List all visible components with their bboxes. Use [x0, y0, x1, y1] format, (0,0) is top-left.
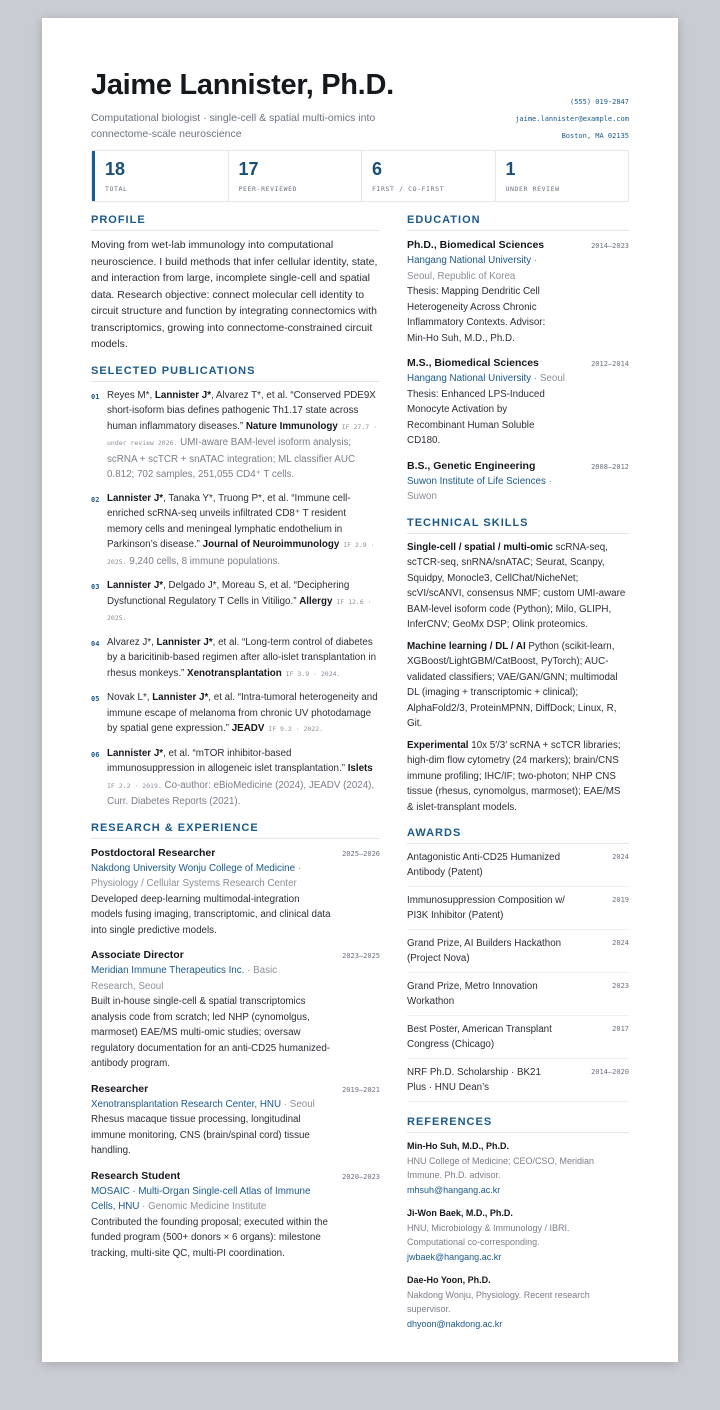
authors-before: Reyes M*, — [107, 389, 155, 401]
publication-citation — [107, 388, 380, 483]
experience-item — [91, 1081, 380, 1159]
reference-item — [407, 1273, 629, 1331]
award-name: Best Poster, American Transplant Congress (Chicago) — [407, 1024, 552, 1050]
citation-title: , Alvarez T*, et al. “Conserved PDE9X short-isoform bias defines pathogenic Th1.17 state across human inflammatory diseases.” — [107, 389, 376, 432]
section-title-skills: TECHNICAL SKILLS — [407, 517, 629, 534]
impact-factor: IF 3.9 · 2024. — [281, 669, 341, 678]
right-column — [407, 214, 629, 1340]
reference-email[interactable]: mhsuh@hangang.ac.kr — [407, 1184, 501, 1195]
publication-number: 05 — [91, 695, 100, 703]
skill-text: scRNA-seq, scTCR-seq, snRNA/snATAC; Seurat, Scanpy, Squidpy, Monocle3, CellChat/NicheNet; scVI/scANVI, consensus NMF; custom UMI-aware BAM-level isoform code (Python); Milo, GLIPH, InferCNV; GeoMx DSP; Olink proteomics. — [407, 541, 626, 630]
awards-list — [407, 850, 629, 1102]
job-description: Contributed the founding proposal; executed within the funded program (500+ donors × 6 organs): milestone tracking, multi-site QC, multi-PI coordination. — [91, 1216, 328, 1259]
job-title: Postdoctoral Researcher — [91, 846, 216, 859]
journal-name: Nature Immunology — [245, 420, 338, 432]
stat-under-review — [495, 151, 629, 201]
school-location: Seoul, Republic of Korea — [407, 270, 516, 282]
education-list — [407, 237, 629, 505]
section-title-education: EDUCATION — [407, 214, 629, 231]
award-item — [407, 850, 629, 887]
journal-name: JEADV — [231, 723, 265, 734]
education-date: 2012–2014 — [591, 360, 629, 368]
publication-citation — [107, 635, 380, 683]
journal-name: Islets — [347, 763, 373, 774]
award-year: 2024 — [612, 939, 629, 947]
publication-item — [91, 746, 380, 810]
stat-value: 1 — [505, 159, 516, 179]
school-name: Suwon Institute of Life Sciences — [407, 475, 546, 487]
award-item — [407, 893, 629, 930]
citation-title: , et al. “Intra-tumoral heterogeneity and immune escape of melanoma from chronic UV photodamage by spatial gene expression.” — [107, 692, 378, 734]
organization-name: Meridian Immune Therapeutics Inc. — [91, 965, 245, 976]
publication-item — [91, 690, 380, 738]
school-name: Hangang National University — [407, 255, 532, 266]
authors-before: Novak L*, — [107, 692, 153, 703]
skill-group — [407, 639, 629, 732]
department: Seoul — [289, 1098, 315, 1110]
stat-peer-reviewed — [228, 151, 362, 201]
publication-citation — [107, 578, 380, 627]
publication-item — [91, 491, 380, 571]
experience-list — [91, 845, 380, 1262]
separator: · — [139, 1201, 149, 1212]
skill-label: Machine learning / DL / AI — [407, 640, 526, 652]
school — [407, 474, 567, 505]
authors-before: Alvarez J*, — [107, 636, 157, 648]
reference-affiliation: HNU College of Medicine; CEO/CSO, Meridian Immune. Ph.D. advisor. — [407, 1155, 595, 1180]
organization-name: Xenotransplantation Research Center, HNU — [91, 1098, 282, 1110]
award-name: Immunosuppression Composition w/ PI3K Inhibitor (Patent) — [407, 895, 565, 921]
reference-affiliation: Nakdong Wonju, Physiology. Recent research supervisor. — [407, 1289, 590, 1314]
experience-item — [91, 1168, 380, 1262]
separator: · — [545, 475, 552, 487]
citation-title: , Delgado J*, Moreau S, et al. “Deciphering Dysfunctional Regulatory T Cells in Vitiligo.” — [107, 580, 350, 607]
stat-label: FIRST / CO-FIRST — [372, 185, 445, 193]
impact-factor: IF 12.6 · 2025. — [107, 597, 372, 622]
left-column — [91, 214, 380, 1340]
job-title: Research Student — [91, 1169, 181, 1182]
degree: Ph.D., Biomedical Sciences — [407, 239, 545, 251]
publication-item — [91, 388, 380, 483]
publication-citation — [107, 491, 380, 571]
job-title: Researcher — [91, 1082, 149, 1095]
separator: · — [531, 255, 538, 266]
impact-factor: IF 2.2 · 2019. — [107, 781, 162, 790]
stat-total — [92, 151, 228, 201]
publication-item — [91, 578, 380, 627]
author-self: Lannister J* — [107, 580, 164, 591]
author-self: Lannister J* — [152, 692, 209, 703]
school — [407, 253, 567, 284]
stat-label: TOTAL — [105, 185, 128, 193]
references-list — [407, 1139, 629, 1331]
skill-text: 10x 5′/3′ scRNA + scTCR libraries; high-dim flow cytometry (24 markers); brain/CNS immune profiling; IHC/IF; two-photon; NHP CNS tissue (rhesus, cynomolgus, marmoset); EAE/MS & islet-transplant models. — [407, 739, 621, 813]
publication-number: 02 — [91, 495, 100, 504]
reference-name: Min-Ho Suh, M.D., Ph.D. — [407, 1141, 509, 1151]
education-date: 2008–2012 — [591, 462, 629, 471]
job-date: 2023–2025 — [342, 952, 380, 960]
stat-value: 6 — [372, 159, 383, 179]
email[interactable]: jaime.lannister@example.com — [515, 115, 629, 123]
job-title: Associate Director — [91, 949, 184, 961]
reference-name: Ji-Won Baek, M.D., Ph.D. — [407, 1208, 513, 1218]
publication-number: 06 — [91, 750, 100, 759]
author-self: Lannister J* — [107, 747, 164, 759]
department: Basic Research, Seoul — [91, 965, 278, 992]
section-title-profile: PROFILE — [91, 214, 380, 231]
award-year: 2023 — [612, 982, 629, 990]
reference-name: Dae-Ho Yoon, Ph.D. — [407, 1275, 491, 1285]
author-self: Lannister J* — [156, 636, 213, 648]
award-year: 2014–2020 — [591, 1068, 629, 1076]
impact-factor: IF 9.2 · 2022. — [264, 725, 324, 733]
job-description: Rhesus macaque tissue processing, longitudinal immune monitoring, CNS (brain/spinal cord) tissue handling. — [91, 1114, 310, 1156]
resume-header — [91, 68, 629, 150]
reference-item — [407, 1206, 629, 1264]
job-date: 2020–2023 — [342, 1172, 380, 1181]
award-year: 2017 — [612, 1025, 629, 1033]
thesis: Thesis: Mapping Dendritic Cell Heterogeneity Across Chronic Inflammatory Contexts. Advisor: Min-Ho Suh, M.D., Ph.D. — [407, 286, 546, 344]
section-title-references: REFERENCES — [407, 1116, 629, 1133]
job-date: 2025–2026 — [342, 849, 380, 858]
reference-email[interactable]: dhyoon@nakdong.ac.kr — [407, 1318, 503, 1329]
job-description: Developed deep-learning multimodal-integration models fusing imaging, transcriptomic, and clinical data into single predictive models. — [91, 893, 331, 936]
publication-citation — [107, 746, 380, 810]
reference-email[interactable]: jwbaek@hangang.ac.kr — [407, 1251, 502, 1262]
publication-number: 03 — [91, 583, 100, 591]
education-date: 2014–2023 — [591, 242, 629, 250]
reference-affiliation: HNU, Microbiology & Immunology / IBRI. Computational co-corresponding. — [407, 1222, 570, 1247]
separator: · — [531, 373, 540, 384]
award-item — [407, 979, 629, 1016]
education-item — [407, 237, 629, 346]
award-item — [407, 1065, 629, 1102]
stat-label: UNDER REVIEW — [505, 185, 560, 193]
publication-note: 9,240 cells, 8 immune populations. — [126, 555, 281, 567]
author-self: Lannister J* — [154, 389, 212, 401]
experience-item — [91, 947, 380, 1072]
publication-item — [91, 635, 380, 683]
location: Boston, MA 02135 — [561, 132, 629, 140]
impact-factor: IF 27.7 · under review 2026. — [107, 422, 377, 447]
award-year: 2019 — [612, 896, 629, 904]
organization-name: Nakdong University Wonju College of Medicine — [91, 862, 296, 874]
separator: · — [244, 965, 254, 976]
contact-block — [515, 94, 629, 145]
education-item — [407, 458, 629, 505]
publication-note: UMI-aware BAM-level isoform analysis; scRNA + scTCR + snATAC integration; ML classifier AUC 0.812; 702 samples, 251,055 CD4⁺ T cells. — [107, 437, 356, 480]
skill-group — [407, 738, 629, 816]
award-name: Grand Prize, Metro Innovation Workathon — [407, 981, 538, 1007]
author-self: Lannister J* — [107, 492, 164, 504]
stat-first-author — [361, 151, 495, 201]
award-name: Grand Prize, AI Builders Hackathon (Project Nova) — [407, 938, 562, 964]
section-title-experience: RESEARCH & EXPERIENCE — [91, 822, 380, 839]
tagline: Computational biologist · single-cell & spatial multi-omics into connectome-scale neuroscience — [91, 112, 376, 140]
citation-title: , et al. “mTOR inhibitor-based immunosuppression in allogeneic islet transplantation.” — [107, 747, 348, 774]
citation-title: , Tanaka Y*, Truong P*, et al. “Immune cell-enriched scRNA-seq unveils infiltrated CD8⁺ T resident memory cells and meningeal lymphatic endothelium in Parkinson’s disease.” — [107, 492, 351, 550]
award-year: 2024 — [612, 853, 629, 861]
job-organization — [91, 1097, 323, 1113]
department: Physiology / Cellular Systems Research Center — [91, 878, 297, 889]
citation-title: , et al. “Long-term control of diabetes by a baricitinib-based regimen after allo-islet transplantation in rhesus monkeys.” — [107, 636, 377, 679]
stat-label: PEER-REVIEWED — [238, 185, 298, 193]
phone: (555) 019-2847 — [569, 98, 629, 106]
skill-label: Experimental — [407, 739, 469, 751]
department: Genomic Medicine Institute — [148, 1201, 267, 1212]
section-title-publications: SELECTED PUBLICATIONS — [91, 365, 380, 382]
impact-factor: IF 2.9 · 2025. — [107, 541, 375, 566]
job-organization — [91, 1184, 323, 1215]
separator: · — [281, 1098, 290, 1110]
publication-stats — [91, 150, 629, 202]
journal-name: Journal of Neuroimmunology — [202, 539, 340, 550]
job-description: Built in-house single-cell & spatial transcriptomics analysis code from scratch; led NHP (cynomolgus, marmoset) EAE/MS multi-omic studies; oversaw regulatory documentation for an anti-CD25 humanized-antibody program. — [91, 996, 331, 1069]
experience-item — [91, 845, 380, 939]
school-location: Suwon — [407, 491, 437, 502]
school-name: Hangang National University — [407, 373, 532, 384]
school-location: Seoul — [539, 373, 565, 384]
profile-text: Moving from wet-lab immunology into computational neuroscience. I build methods that infer cellular identity, state, and interaction from large, incomplete single-cell and spatial data. Research objective: connect molecular cell identity to circuit structure and function by integrating connectomics with transcriptomics, growing into connectome-constrained circuit models. — [91, 239, 378, 350]
publication-number: 04 — [91, 639, 100, 648]
award-name: NRF Ph.D. Scholarship · BK21 Plus · HNU Dean’s — [407, 1067, 541, 1093]
degree: M.S., Biomedical Sciences — [407, 357, 539, 369]
publication-list — [91, 388, 380, 810]
award-item — [407, 1022, 629, 1059]
skill-group — [407, 540, 629, 633]
publication-note: Co-author: eBioMedicine (2024), JEADV (2024), Curr. Diabetes Reports (2021). — [107, 779, 375, 807]
publication-number: 01 — [91, 392, 100, 401]
stat-value: 18 — [105, 159, 126, 179]
job-date: 2019–2021 — [342, 1085, 380, 1094]
degree: B.S., Genetic Engineering — [407, 459, 536, 472]
publication-citation — [107, 690, 380, 738]
separator: · — [295, 862, 302, 874]
candidate-name: Jaime Lannister, Ph.D. — [91, 69, 394, 101]
job-organization — [91, 861, 323, 892]
organization-name: MOSAIC · Multi-Organ Single-cell Atlas of Immune Cells, HNU — [91, 1185, 311, 1212]
job-organization — [91, 963, 323, 994]
section-title-awards: AWARDS — [407, 827, 629, 844]
journal-name: Allergy — [299, 595, 333, 607]
skill-label: Single-cell / spatial / multi-omic — [407, 541, 553, 553]
resume-page — [42, 18, 678, 1362]
skills-list — [407, 540, 629, 816]
award-item — [407, 936, 629, 973]
award-name: Antagonistic Anti-CD25 Humanized Antibody (Patent) — [407, 852, 561, 878]
journal-name: Xenotransplantation — [187, 667, 282, 679]
skill-text: Python (scikit-learn, XGBoost/LightGBM/CatBoost, PyTorch); AUC-validated classifiers; VAE/GAN/GNN; multimodal DL (imaging + transcriptomic + clinical); AlphaFold2/3, ProteinMPNN, DiffDock; Linux, R, Git. — [407, 640, 618, 729]
thesis: Thesis: Enhanced LPS-Induced Monocyte Activation by Recombinant Human Soluble CD180. — [407, 388, 545, 446]
reference-item — [407, 1139, 629, 1197]
school — [407, 371, 567, 387]
stat-value: 17 — [238, 159, 259, 179]
education-item — [407, 355, 629, 449]
